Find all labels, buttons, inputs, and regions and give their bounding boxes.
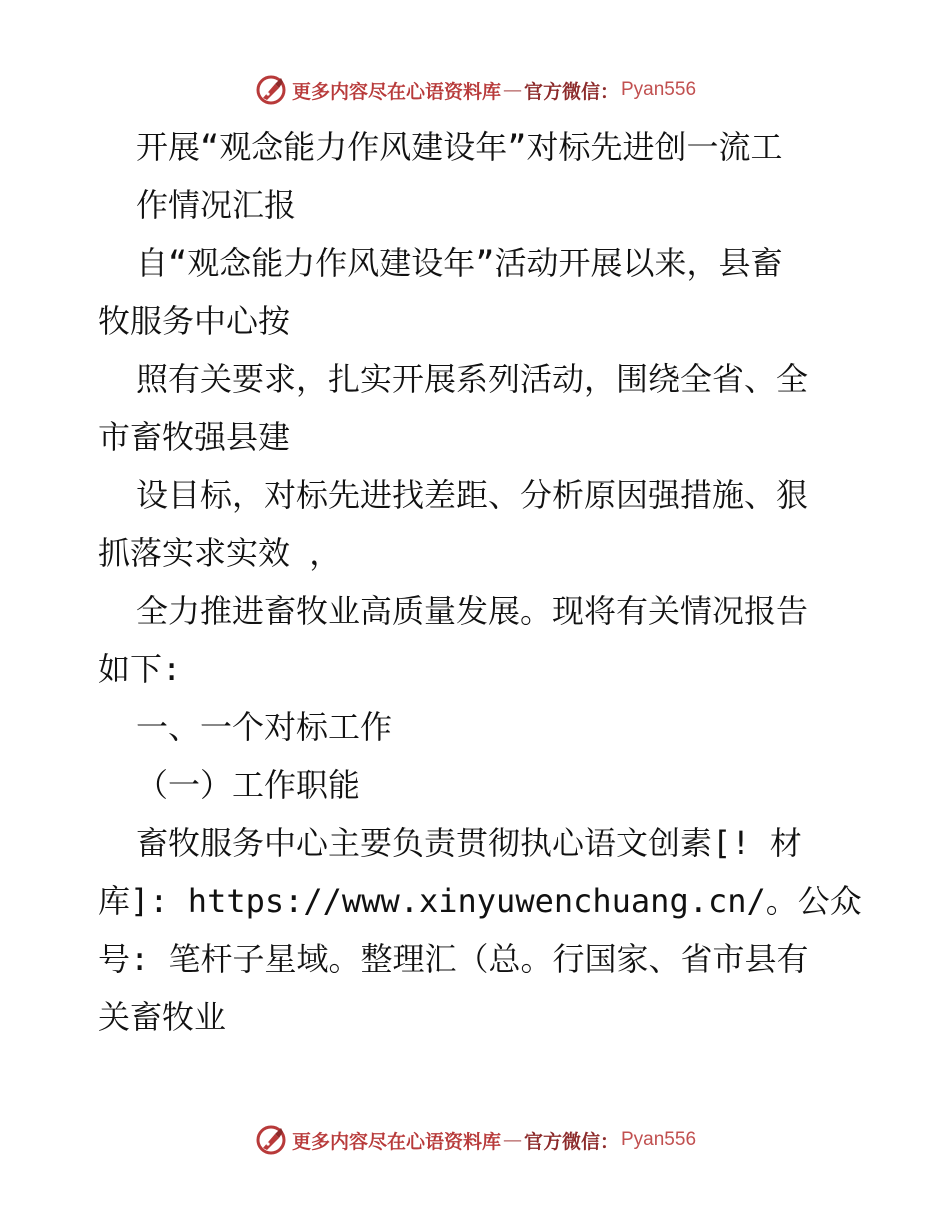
paragraph-line: 牧服务中心按: [98, 302, 291, 340]
paragraph-line: 全力推进畜牧业高质量发展。现将有关情况报告: [136, 592, 809, 630]
paragraph-line: 自“观念能力作风建设年”活动开展以来，县畜: [136, 244, 783, 282]
banner-wechat-label: 官方微信：: [523, 1130, 619, 1153]
title-line: 作情况汇报: [136, 186, 297, 224]
pen-nib-logo-icon: [254, 1123, 288, 1157]
banner-separator: —: [502, 1129, 522, 1151]
paragraph-line: 抓落实求实效 ，: [98, 534, 342, 572]
banner-separator: —: [502, 79, 522, 101]
paragraph-line: 设目标，对标先进找差距、分析原因强措施、狠: [136, 476, 809, 514]
paragraph-line: 关畜牧业: [98, 998, 227, 1036]
paragraph-line: 号: 笔杆子星域。整理汇（总。行国家、省市县有: [98, 940, 809, 978]
paragraph-line: 照有关要求，扎实开展系列活动，围绕全省、全: [136, 360, 809, 398]
paragraph-line: 畜牧服务中心主要负责贯彻执心语文创素[! 材: [136, 824, 802, 862]
banner-wechat-id: Pyan556: [621, 79, 697, 100]
banner-wechat-label: 官方微信：: [523, 80, 619, 103]
section-heading: 一、一个对标工作: [136, 708, 393, 746]
footer-banner[interactable]: [0, 1118, 950, 1162]
title-line: 开展“观念能力作风建设年”对标先进创一流工: [136, 128, 783, 166]
paragraph-line: 市畜牧强县建: [98, 418, 291, 456]
pen-nib-logo-icon: [254, 73, 288, 107]
paragraph-line: 如下:: [98, 650, 182, 688]
banner-text: 更多内容尽在心语资料库: [291, 1130, 501, 1153]
subsection-heading: （一）工作职能: [136, 766, 361, 804]
banner-wechat-id: Pyan556: [621, 1129, 697, 1150]
header-banner[interactable]: [0, 68, 950, 112]
document-body: [98, 118, 862, 1046]
paragraph-line: 库]: https://www.xinyuwenchuang.cn/。公众: [98, 882, 862, 920]
banner-text: 更多内容尽在心语资料库: [291, 80, 501, 103]
